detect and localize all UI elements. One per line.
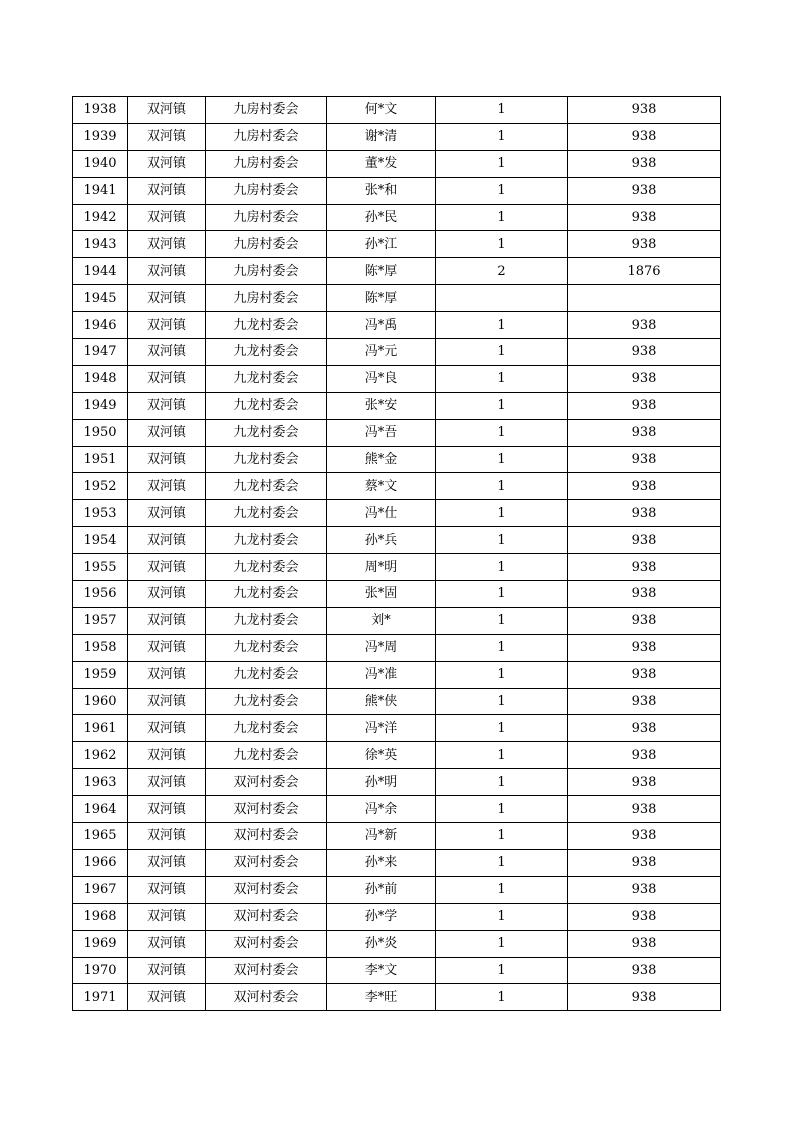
amount-cell: 938 bbox=[568, 984, 721, 1011]
town-cell: 双河镇 bbox=[128, 823, 206, 850]
amount-cell: 938 bbox=[568, 823, 721, 850]
amount-cell: 938 bbox=[568, 419, 721, 446]
quantity-cell: 1 bbox=[436, 446, 568, 473]
village-committee-cell: 九龙村委会 bbox=[206, 500, 327, 527]
row-number-cell: 1940 bbox=[73, 150, 128, 177]
row-number-cell: 1942 bbox=[73, 204, 128, 231]
amount-cell: 938 bbox=[568, 231, 721, 258]
town-cell: 双河镇 bbox=[128, 500, 206, 527]
table-row bbox=[73, 903, 721, 930]
person-name-cell: 冯*元 bbox=[327, 339, 436, 366]
town-cell: 双河镇 bbox=[128, 204, 206, 231]
quantity-cell: 1 bbox=[436, 634, 568, 661]
village-committee-cell: 双河村委会 bbox=[206, 903, 327, 930]
village-committee-cell: 九龙村委会 bbox=[206, 715, 327, 742]
quantity-cell: 1 bbox=[436, 930, 568, 957]
table-row bbox=[73, 446, 721, 473]
amount-cell: 1876 bbox=[568, 258, 721, 285]
person-name-cell: 冯*周 bbox=[327, 634, 436, 661]
town-cell: 双河镇 bbox=[128, 123, 206, 150]
table-row bbox=[73, 581, 721, 608]
quantity-cell: 1 bbox=[436, 607, 568, 634]
town-cell: 双河镇 bbox=[128, 930, 206, 957]
row-number-cell: 1952 bbox=[73, 473, 128, 500]
town-cell: 双河镇 bbox=[128, 688, 206, 715]
table-row bbox=[73, 554, 721, 581]
amount-cell: 938 bbox=[568, 500, 721, 527]
town-cell: 双河镇 bbox=[128, 554, 206, 581]
person-name-cell: 谢*清 bbox=[327, 123, 436, 150]
person-name-cell: 冯*禹 bbox=[327, 312, 436, 339]
person-name-cell: 董*发 bbox=[327, 150, 436, 177]
table-row bbox=[73, 339, 721, 366]
table-row bbox=[73, 849, 721, 876]
amount-cell: 938 bbox=[568, 150, 721, 177]
amount-cell: 938 bbox=[568, 365, 721, 392]
village-committee-cell: 九房村委会 bbox=[206, 177, 327, 204]
table-row bbox=[73, 769, 721, 796]
person-name-cell: 徐*英 bbox=[327, 742, 436, 769]
amount-cell: 938 bbox=[568, 581, 721, 608]
row-number-cell: 1943 bbox=[73, 231, 128, 258]
row-number-cell: 1941 bbox=[73, 177, 128, 204]
row-number-cell: 1963 bbox=[73, 769, 128, 796]
village-committee-cell: 双河村委会 bbox=[206, 930, 327, 957]
amount-cell: 938 bbox=[568, 849, 721, 876]
town-cell: 双河镇 bbox=[128, 339, 206, 366]
table-row bbox=[73, 607, 721, 634]
village-committee-cell: 九房村委会 bbox=[206, 150, 327, 177]
village-committee-cell: 九房村委会 bbox=[206, 97, 327, 124]
quantity-cell: 1 bbox=[436, 581, 568, 608]
quantity-cell: 1 bbox=[436, 500, 568, 527]
person-name-cell: 冯*仕 bbox=[327, 500, 436, 527]
table-row bbox=[73, 392, 721, 419]
table-row bbox=[73, 97, 721, 124]
quantity-cell: 1 bbox=[436, 231, 568, 258]
village-committee-cell: 九龙村委会 bbox=[206, 742, 327, 769]
row-number-cell: 1960 bbox=[73, 688, 128, 715]
amount-cell: 938 bbox=[568, 527, 721, 554]
quantity-cell: 1 bbox=[436, 97, 568, 124]
row-number-cell: 1961 bbox=[73, 715, 128, 742]
row-number-cell: 1950 bbox=[73, 419, 128, 446]
town-cell: 双河镇 bbox=[128, 769, 206, 796]
village-committee-cell: 九龙村委会 bbox=[206, 661, 327, 688]
quantity-cell: 2 bbox=[436, 258, 568, 285]
amount-cell: 938 bbox=[568, 876, 721, 903]
person-name-cell: 冯*良 bbox=[327, 365, 436, 392]
quantity-cell: 1 bbox=[436, 473, 568, 500]
quantity-cell: 1 bbox=[436, 984, 568, 1011]
village-committee-cell: 双河村委会 bbox=[206, 984, 327, 1011]
village-committee-cell: 九龙村委会 bbox=[206, 312, 327, 339]
table-row bbox=[73, 688, 721, 715]
town-cell: 双河镇 bbox=[128, 446, 206, 473]
row-number-cell: 1971 bbox=[73, 984, 128, 1011]
row-number-cell: 1966 bbox=[73, 849, 128, 876]
person-name-cell: 陈*厚 bbox=[327, 258, 436, 285]
village-committee-cell: 双河村委会 bbox=[206, 876, 327, 903]
table-row bbox=[73, 473, 721, 500]
village-committee-cell: 九龙村委会 bbox=[206, 339, 327, 366]
table-row bbox=[73, 796, 721, 823]
amount-cell: 938 bbox=[568, 930, 721, 957]
table-row bbox=[73, 258, 721, 285]
village-committee-cell: 双河村委会 bbox=[206, 823, 327, 850]
village-committee-cell: 九房村委会 bbox=[206, 204, 327, 231]
person-name-cell: 孙*明 bbox=[327, 769, 436, 796]
quantity-cell: 1 bbox=[436, 177, 568, 204]
town-cell: 双河镇 bbox=[128, 365, 206, 392]
table-row bbox=[73, 984, 721, 1011]
quantity-cell: 1 bbox=[436, 903, 568, 930]
person-name-cell: 孙*来 bbox=[327, 849, 436, 876]
person-name-cell: 孙*学 bbox=[327, 903, 436, 930]
quantity-cell bbox=[436, 285, 568, 312]
village-committee-cell: 九龙村委会 bbox=[206, 581, 327, 608]
quantity-cell: 1 bbox=[436, 339, 568, 366]
quantity-cell: 1 bbox=[436, 365, 568, 392]
quantity-cell: 1 bbox=[436, 823, 568, 850]
row-number-cell: 1947 bbox=[73, 339, 128, 366]
person-name-cell: 冯*吾 bbox=[327, 419, 436, 446]
town-cell: 双河镇 bbox=[128, 258, 206, 285]
row-number-cell: 1953 bbox=[73, 500, 128, 527]
quantity-cell: 1 bbox=[436, 150, 568, 177]
amount-cell: 938 bbox=[568, 312, 721, 339]
town-cell: 双河镇 bbox=[128, 392, 206, 419]
amount-cell: 938 bbox=[568, 97, 721, 124]
row-number-cell: 1967 bbox=[73, 876, 128, 903]
table-row bbox=[73, 742, 721, 769]
person-name-cell: 冯*洋 bbox=[327, 715, 436, 742]
town-cell: 双河镇 bbox=[128, 527, 206, 554]
row-number-cell: 1970 bbox=[73, 957, 128, 984]
amount-cell: 938 bbox=[568, 742, 721, 769]
quantity-cell: 1 bbox=[436, 688, 568, 715]
person-name-cell: 周*明 bbox=[327, 554, 436, 581]
row-number-cell: 1951 bbox=[73, 446, 128, 473]
person-name-cell: 蔡*文 bbox=[327, 473, 436, 500]
village-committee-cell: 双河村委会 bbox=[206, 769, 327, 796]
quantity-cell: 1 bbox=[436, 849, 568, 876]
person-name-cell: 陈*厚 bbox=[327, 285, 436, 312]
village-committee-cell: 九房村委会 bbox=[206, 258, 327, 285]
table-row bbox=[73, 204, 721, 231]
town-cell: 双河镇 bbox=[128, 796, 206, 823]
town-cell: 双河镇 bbox=[128, 285, 206, 312]
table-row bbox=[73, 823, 721, 850]
table-row bbox=[73, 150, 721, 177]
town-cell: 双河镇 bbox=[128, 581, 206, 608]
amount-cell: 938 bbox=[568, 473, 721, 500]
person-name-cell: 何*文 bbox=[327, 97, 436, 124]
person-name-cell: 张*和 bbox=[327, 177, 436, 204]
person-name-cell: 熊*金 bbox=[327, 446, 436, 473]
town-cell: 双河镇 bbox=[128, 903, 206, 930]
table-row bbox=[73, 312, 721, 339]
village-committee-cell: 九龙村委会 bbox=[206, 419, 327, 446]
table-row bbox=[73, 123, 721, 150]
village-committee-cell: 九龙村委会 bbox=[206, 607, 327, 634]
beneficiary-table bbox=[72, 96, 721, 1011]
quantity-cell: 1 bbox=[436, 554, 568, 581]
row-number-cell: 1964 bbox=[73, 796, 128, 823]
town-cell: 双河镇 bbox=[128, 715, 206, 742]
table-row bbox=[73, 930, 721, 957]
person-name-cell: 李*文 bbox=[327, 957, 436, 984]
village-committee-cell: 九房村委会 bbox=[206, 285, 327, 312]
person-name-cell: 冯*新 bbox=[327, 823, 436, 850]
row-number-cell: 1958 bbox=[73, 634, 128, 661]
amount-cell: 938 bbox=[568, 339, 721, 366]
row-number-cell: 1948 bbox=[73, 365, 128, 392]
row-number-cell: 1956 bbox=[73, 581, 128, 608]
town-cell: 双河镇 bbox=[128, 742, 206, 769]
village-committee-cell: 九龙村委会 bbox=[206, 688, 327, 715]
row-number-cell: 1946 bbox=[73, 312, 128, 339]
row-number-cell: 1969 bbox=[73, 930, 128, 957]
amount-cell: 938 bbox=[568, 661, 721, 688]
amount-cell: 938 bbox=[568, 204, 721, 231]
person-name-cell: 李*旺 bbox=[327, 984, 436, 1011]
amount-cell: 938 bbox=[568, 607, 721, 634]
town-cell: 双河镇 bbox=[128, 97, 206, 124]
row-number-cell: 1962 bbox=[73, 742, 128, 769]
table-row bbox=[73, 177, 721, 204]
town-cell: 双河镇 bbox=[128, 473, 206, 500]
row-number-cell: 1965 bbox=[73, 823, 128, 850]
town-cell: 双河镇 bbox=[128, 984, 206, 1011]
row-number-cell: 1955 bbox=[73, 554, 128, 581]
village-committee-cell: 双河村委会 bbox=[206, 849, 327, 876]
town-cell: 双河镇 bbox=[128, 634, 206, 661]
quantity-cell: 1 bbox=[436, 876, 568, 903]
village-committee-cell: 九龙村委会 bbox=[206, 634, 327, 661]
table-row bbox=[73, 285, 721, 312]
town-cell: 双河镇 bbox=[128, 231, 206, 258]
amount-cell: 938 bbox=[568, 903, 721, 930]
person-name-cell: 孙*前 bbox=[327, 876, 436, 903]
village-committee-cell: 九龙村委会 bbox=[206, 446, 327, 473]
town-cell: 双河镇 bbox=[128, 419, 206, 446]
row-number-cell: 1945 bbox=[73, 285, 128, 312]
village-committee-cell: 九龙村委会 bbox=[206, 527, 327, 554]
amount-cell: 938 bbox=[568, 392, 721, 419]
amount-cell bbox=[568, 285, 721, 312]
person-name-cell: 冯*准 bbox=[327, 661, 436, 688]
village-committee-cell: 九龙村委会 bbox=[206, 554, 327, 581]
amount-cell: 938 bbox=[568, 957, 721, 984]
town-cell: 双河镇 bbox=[128, 957, 206, 984]
table-row bbox=[73, 715, 721, 742]
town-cell: 双河镇 bbox=[128, 177, 206, 204]
quantity-cell: 1 bbox=[436, 123, 568, 150]
row-number-cell: 1954 bbox=[73, 527, 128, 554]
quantity-cell: 1 bbox=[436, 715, 568, 742]
quantity-cell: 1 bbox=[436, 769, 568, 796]
town-cell: 双河镇 bbox=[128, 607, 206, 634]
quantity-cell: 1 bbox=[436, 957, 568, 984]
row-number-cell: 1968 bbox=[73, 903, 128, 930]
quantity-cell: 1 bbox=[436, 419, 568, 446]
table-row bbox=[73, 634, 721, 661]
amount-cell: 938 bbox=[568, 446, 721, 473]
quantity-cell: 1 bbox=[436, 796, 568, 823]
village-committee-cell: 九龙村委会 bbox=[206, 392, 327, 419]
person-name-cell: 孙*江 bbox=[327, 231, 436, 258]
amount-cell: 938 bbox=[568, 715, 721, 742]
village-committee-cell: 九房村委会 bbox=[206, 231, 327, 258]
table-row bbox=[73, 365, 721, 392]
quantity-cell: 1 bbox=[436, 204, 568, 231]
row-number-cell: 1939 bbox=[73, 123, 128, 150]
quantity-cell: 1 bbox=[436, 742, 568, 769]
town-cell: 双河镇 bbox=[128, 312, 206, 339]
row-number-cell: 1938 bbox=[73, 97, 128, 124]
village-committee-cell: 九龙村委会 bbox=[206, 365, 327, 392]
quantity-cell: 1 bbox=[436, 527, 568, 554]
table-body bbox=[73, 97, 721, 1011]
town-cell: 双河镇 bbox=[128, 849, 206, 876]
person-name-cell: 张*安 bbox=[327, 392, 436, 419]
table-row bbox=[73, 661, 721, 688]
table-row bbox=[73, 957, 721, 984]
person-name-cell: 孙*兵 bbox=[327, 527, 436, 554]
person-name-cell: 孙*炎 bbox=[327, 930, 436, 957]
row-number-cell: 1957 bbox=[73, 607, 128, 634]
quantity-cell: 1 bbox=[436, 392, 568, 419]
village-committee-cell: 双河村委会 bbox=[206, 796, 327, 823]
person-name-cell: 孙*民 bbox=[327, 204, 436, 231]
person-name-cell: 熊*侠 bbox=[327, 688, 436, 715]
village-committee-cell: 双河村委会 bbox=[206, 957, 327, 984]
table-row bbox=[73, 876, 721, 903]
table-row bbox=[73, 500, 721, 527]
amount-cell: 938 bbox=[568, 769, 721, 796]
table-row bbox=[73, 527, 721, 554]
amount-cell: 938 bbox=[568, 688, 721, 715]
row-number-cell: 1959 bbox=[73, 661, 128, 688]
table-row bbox=[73, 419, 721, 446]
amount-cell: 938 bbox=[568, 177, 721, 204]
person-name-cell: 冯*余 bbox=[327, 796, 436, 823]
row-number-cell: 1949 bbox=[73, 392, 128, 419]
quantity-cell: 1 bbox=[436, 661, 568, 688]
person-name-cell: 张*固 bbox=[327, 581, 436, 608]
amount-cell: 938 bbox=[568, 796, 721, 823]
town-cell: 双河镇 bbox=[128, 876, 206, 903]
town-cell: 双河镇 bbox=[128, 150, 206, 177]
quantity-cell: 1 bbox=[436, 312, 568, 339]
person-name-cell: 刘* bbox=[327, 607, 436, 634]
village-committee-cell: 九龙村委会 bbox=[206, 473, 327, 500]
row-number-cell: 1944 bbox=[73, 258, 128, 285]
amount-cell: 938 bbox=[568, 554, 721, 581]
amount-cell: 938 bbox=[568, 123, 721, 150]
amount-cell: 938 bbox=[568, 634, 721, 661]
village-committee-cell: 九房村委会 bbox=[206, 123, 327, 150]
table-row bbox=[73, 231, 721, 258]
town-cell: 双河镇 bbox=[128, 661, 206, 688]
